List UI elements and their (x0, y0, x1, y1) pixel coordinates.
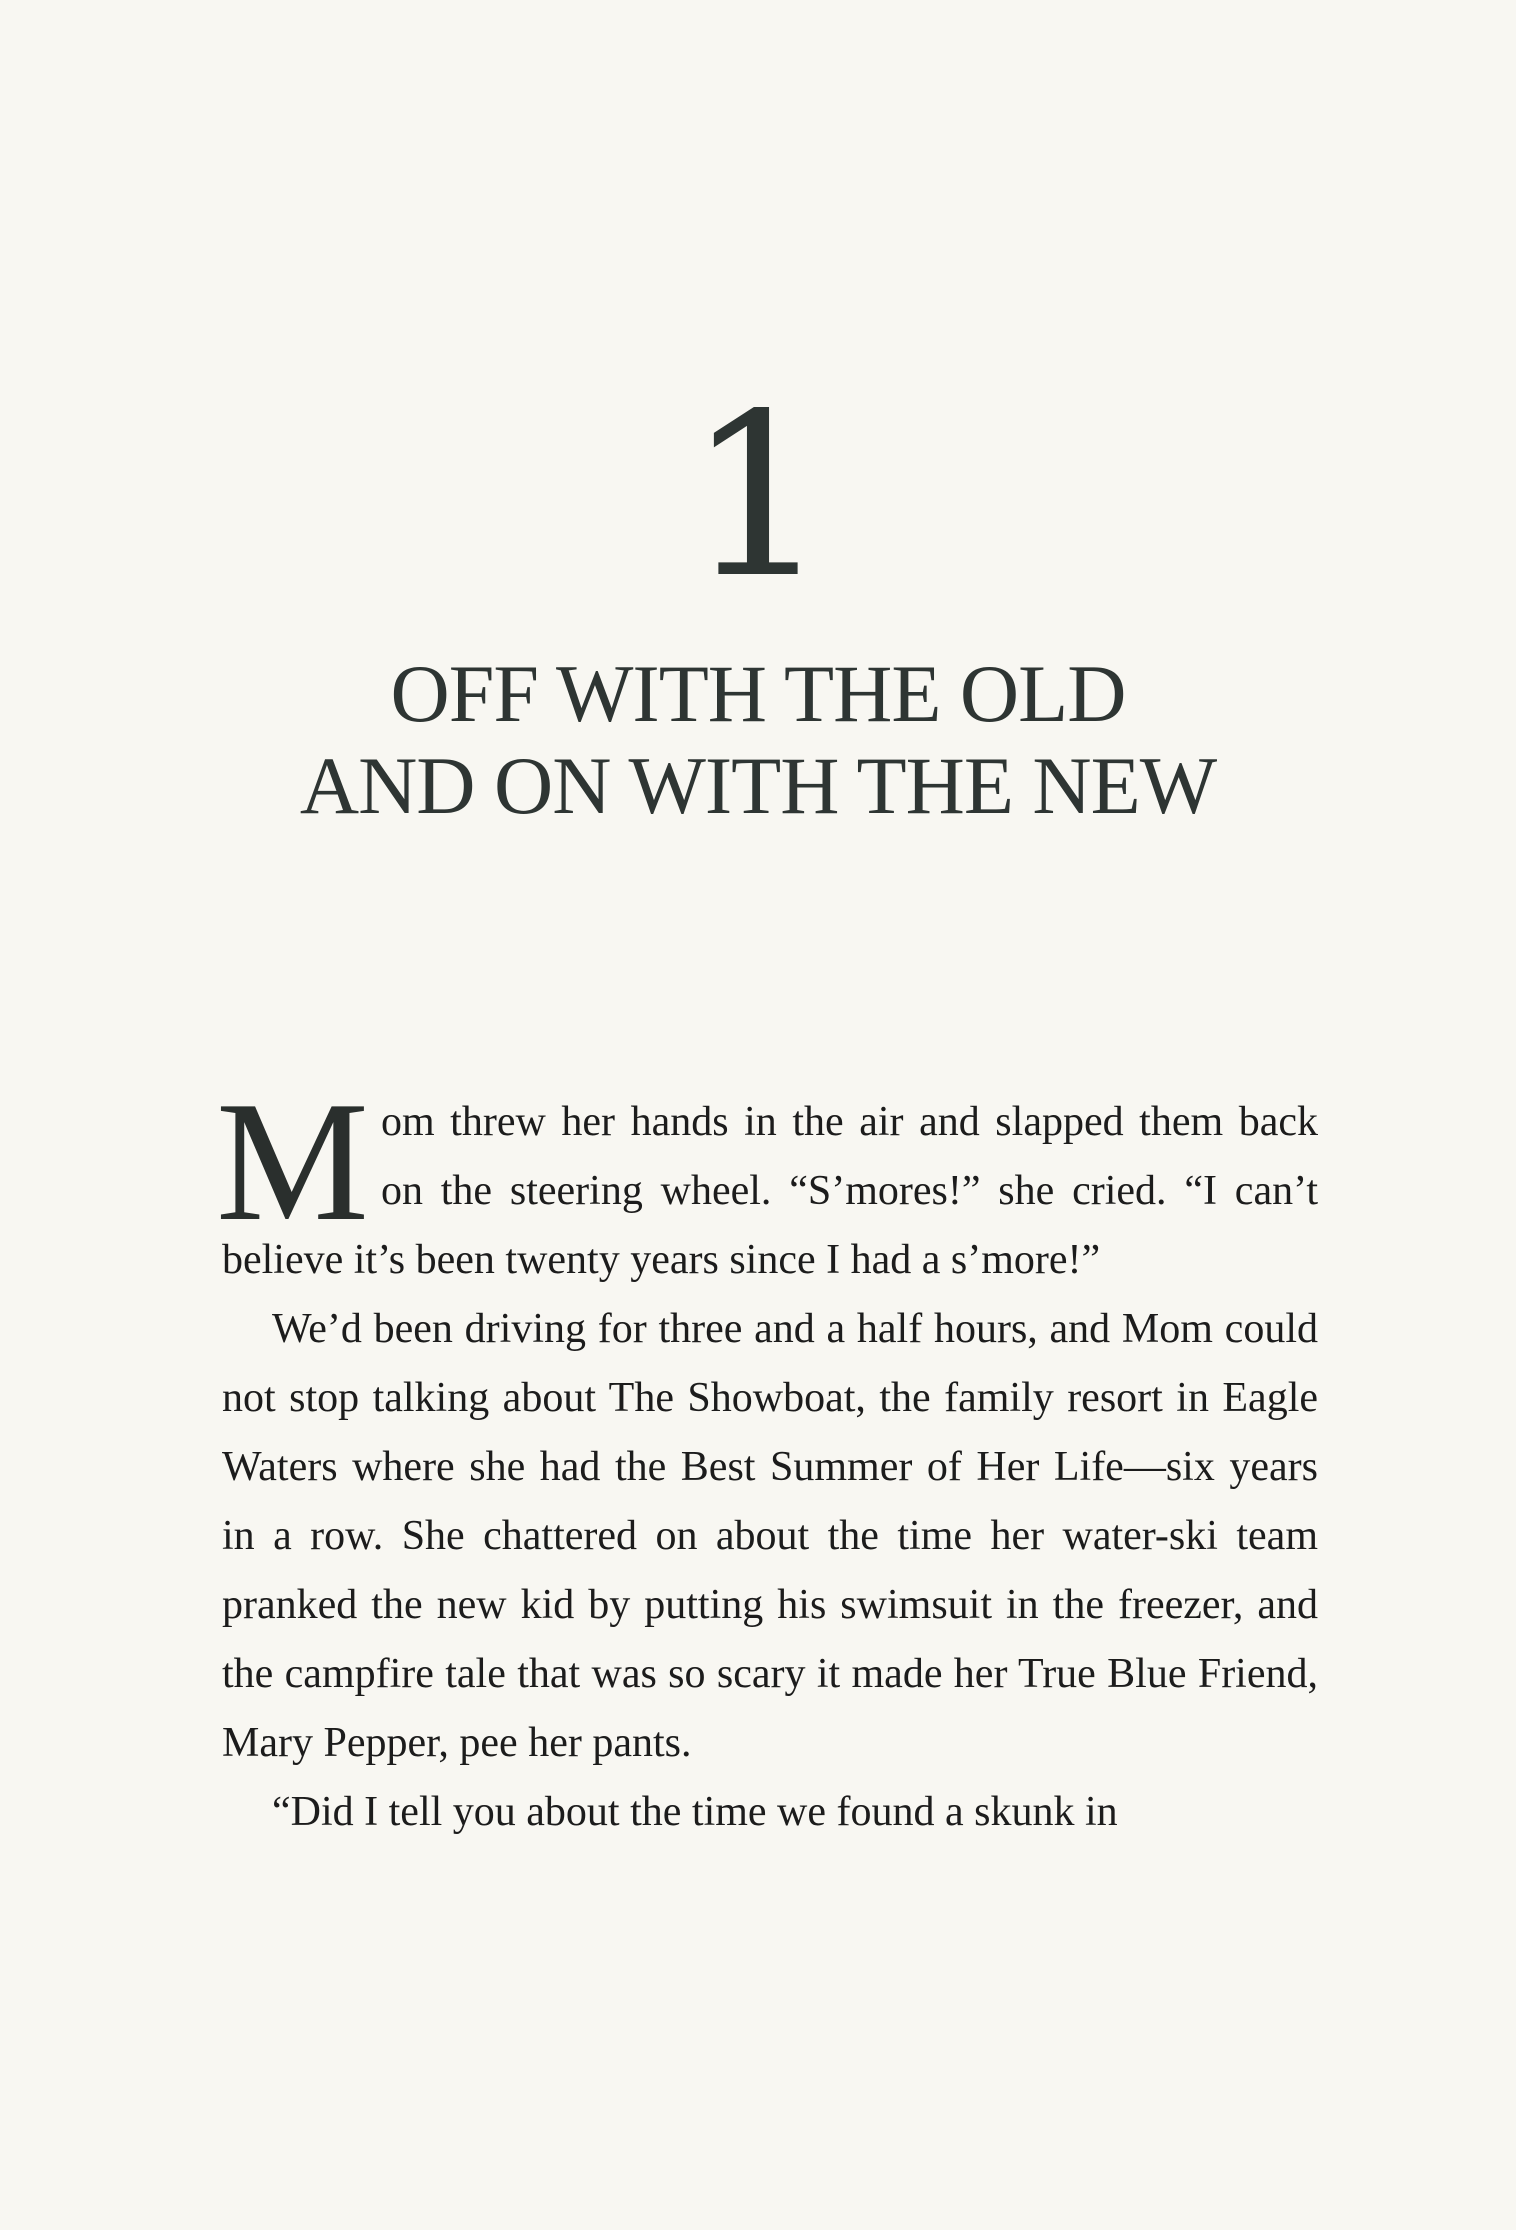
chapter-title-line-2: AND ON WITH THE NEW (299, 740, 1217, 831)
chapter-number: 1 (686, 366, 830, 628)
paragraph-1 (216, 1067, 1318, 1295)
body-text (216, 1067, 1318, 1847)
paragraph-3: “Did I tell you about the time we found a skunk in (272, 1789, 1118, 1835)
chapter-title (0, 648, 1516, 832)
paragraph-1-text: om threw her hands in the air and slapped them back on the steering wheel. “S’mores!” she cried. “I can’t believe it’s been twenty years since I had a s’more!” (222, 1099, 1318, 1283)
paragraph-2: We’d been driving for three and a half hours, and Mom could not stop talking about The Showboat, the family resort in Eagle Waters where she had the Best Summer of Her Life—six years in a row. She chattered on about the time her water-ski team pranked the new kid by putting his swimsuit in the freezer, and the campfire tale that was so scary it made her True Blue Friend, Mary Pepper, pee her pants. (222, 1306, 1318, 1766)
chapter-title-line-1: OFF WITH THE OLD (390, 648, 1126, 739)
drop-cap: M (216, 1067, 369, 1257)
